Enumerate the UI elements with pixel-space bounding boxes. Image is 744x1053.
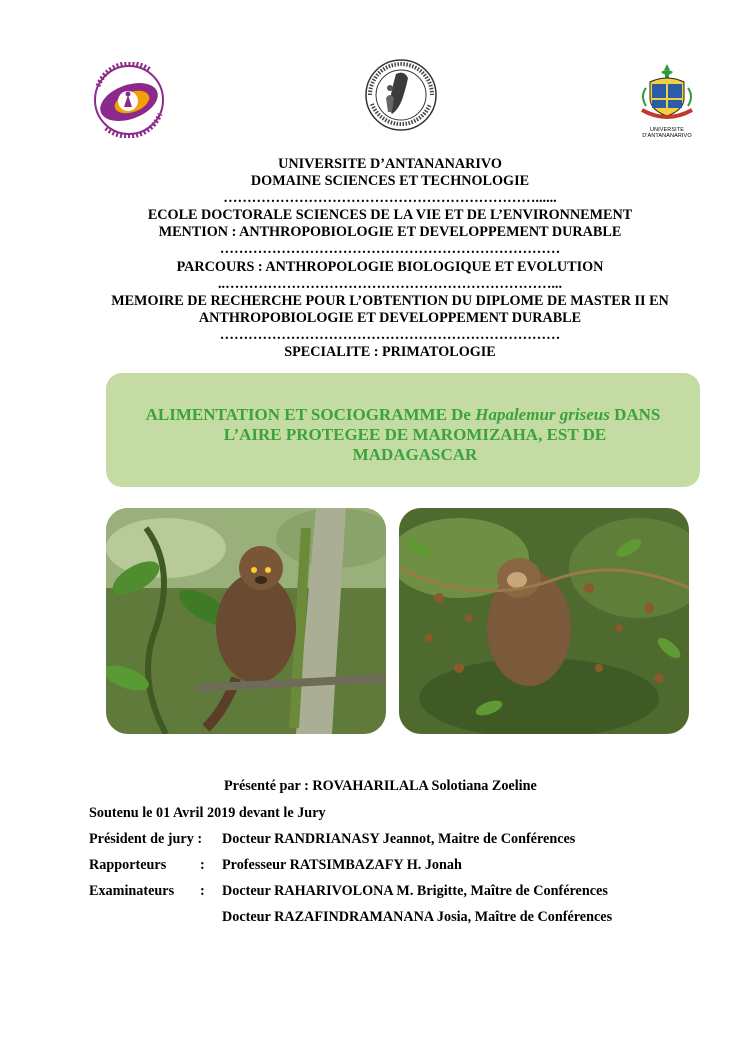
separator: …………………………………………………………...... [223,190,557,207]
domain-name: DOMAINE SCIENCES ET TECHNOLOGIE [250,173,530,190]
faculty-of-sciences-logo [88,62,170,138]
doctoral-school: ECOLE DOCTORALE SCIENCES DE LA VIE ET DE L’ENVIRONNEMENT [147,207,633,224]
title-line-2: L’AIRE PROTEGEE DE MAROMIZAHA, EST DE [223,425,607,444]
lemur-photo-left [106,508,386,734]
president-label: Président de jury : [89,831,203,847]
logo-caption: UNIVERSITE D'ANTANANARIVO [642,127,692,139]
defense-date: Soutenu le 01 Avril 2019 devant le Jury [89,805,326,821]
examinateur-2: Docteur RAZAFINDRAMANANA Josia, Maître de Conférences [222,909,613,925]
university-antananarivo-logo [628,60,706,140]
separator: ..……………………………………………………………... [217,275,563,292]
separator: ……………………………………………………………… [219,241,561,258]
mention-logo [364,58,438,132]
title-line-1-suffix: DANS [609,405,661,424]
university-name: UNIVERSITE D’ANTANANARIVO [278,156,502,172]
thesis-title [106,405,700,465]
president-value: Docteur RANDRIANASY Jeannot, Maitre de Conférences [222,831,576,847]
specialite: SPECIALITE : PRIMATOLOGIE [284,344,496,361]
species-name: Hapalemur griseus [475,405,610,424]
title-box [106,373,700,487]
presented-by: Présenté par : ROVAHARILALA Solotiana Zoeline [224,778,537,794]
examinateurs-colon: : [200,883,205,899]
memoire-line-1: MEMOIRE DE RECHERCHE POUR L’OBTENTION DU DIPLOME DE MASTER II EN [111,292,669,309]
lemur-photo-right [399,508,689,734]
rapporteurs-colon: : [200,857,205,873]
institution-header [60,156,720,361]
memoire-line-2: ANTHROPOBIOLOGIE ET DEVELOPPEMENT DURABLE [198,309,582,326]
mention: MENTION : ANTHROPOBIOLOGIE ET DEVELOPPEMENT DURABLE [158,224,622,241]
title-line-1-prefix: ALIMENTATION ET SOCIOGRAMME De [145,405,476,424]
title-line-3: MADAGASCAR [352,445,478,464]
rapporteurs-value: Professeur RATSIMBAZAFY H. Jonah [222,857,462,873]
examinateurs-label: Examinateurs [89,883,175,899]
examinateur-1: Docteur RAHARIVOLONA M. Brigitte, Maître de Conférences [222,883,608,899]
parcours: PARCOURS : ANTHROPOLOGIE BIOLOGIQUE ET EVOLUTION [176,258,604,275]
rapporteurs-label: Rapporteurs [89,857,167,873]
separator: ……………………………………………………………… [219,326,561,343]
